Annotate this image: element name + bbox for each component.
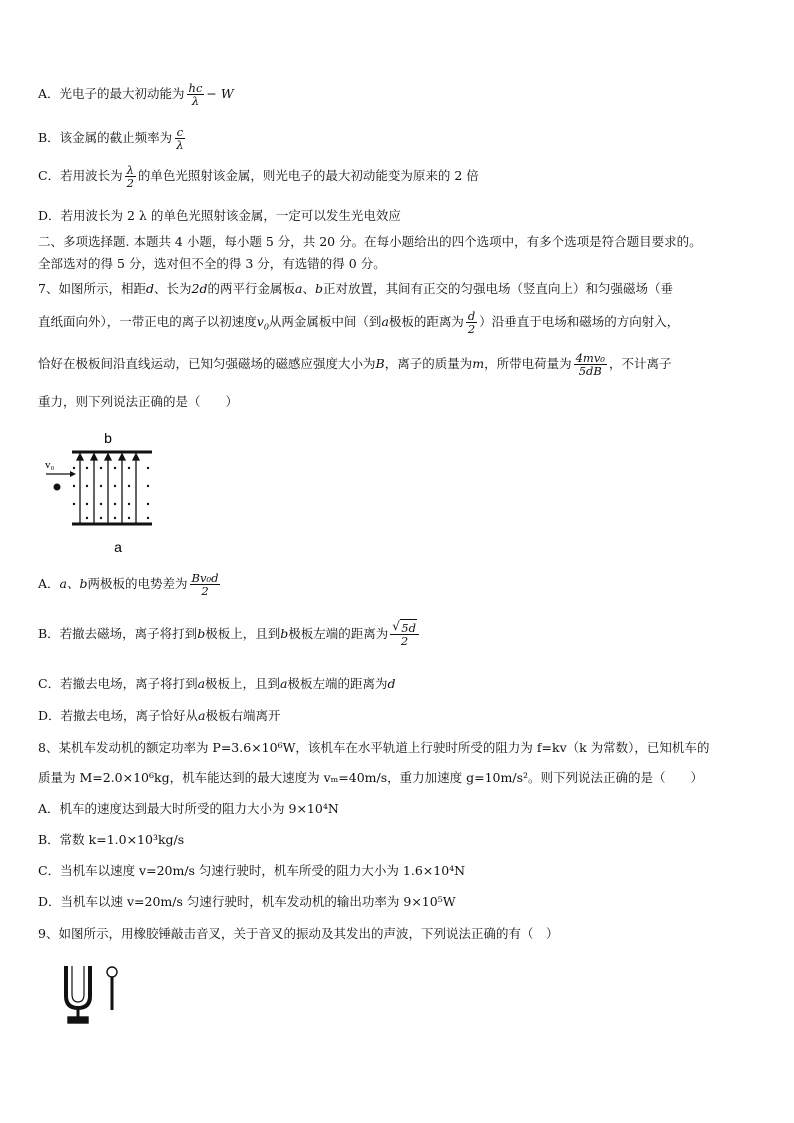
rubber-mallet-icon [107,967,117,1010]
q7-stem-line1: 7、如图所示，相距d、长为2d的两平行金属板a、b正对放置，其间有正交的匀强电场（竖直向上）和匀强磁场（垂 [38,281,673,296]
section-heading-line2: 全部选对的得 5 分，选对但不全的得 3 分，有选错的得 0 分。 [38,256,386,271]
fraction: √ 5d 2 [390,622,419,647]
magnetic-field-dots [73,467,149,519]
q8-stem-line2: 质量为 M=2.0×10⁶kg，机车能达到的最大速度为 vₘ=40m/s，重力加速度 g=10m/s²。则下列说法正确的是（ ） [38,770,703,785]
field-lines [77,454,139,524]
sqrt: √ 5d [392,619,416,635]
q8-option-a: A．机车的速度达到最大时所受的阻力大小为 9×10⁴N [38,801,339,816]
q7-option-c: C．若撤去电场，离子将打到a极板上，且到a极板左端的距离为d [38,676,396,691]
parallel-plates-figure [40,428,170,558]
q6-option-b: B．该金属的截止频率为 $\frac{c}{\lambda}$ [38,125,184,153]
fraction: $\frac{d}{2}$ [467,309,476,337]
q7-stem-line2: 直纸面向外），一带正电的离子以初速度$v_0$从两金属板中间（到a极板的距离为 $\frac{d}{2}$ ）沿垂直于电场和磁场的方向射入， [38,309,680,337]
section-heading-line1: 二、多项选择题. 本题共 4 小题，每小题 5 分，共 20 分。在每小题给出的四个选项中，有多个选项是符合题目要求的。 [38,234,702,249]
tuning-fork-figure [60,962,130,1028]
plate-b-label: b [104,430,112,446]
velocity-label: v₀ [45,459,55,471]
q6-option-a: A．光电子的最大初动能为 $\frac{hc}{\lambda}$ − W [38,81,234,109]
q8-option-d: D．当机车以速 v=20m/s 匀速行驶时，机车发动机的输出功率为 9×10⁵W [38,894,456,909]
fraction: $\frac{\lambda}{2}$ [126,163,134,191]
q7-stem-line3: 恰好在极板间沿直线运动，已知匀强磁场的磁感应强度大小为B，离子的质量为m，所带电荷量为 $\frac{\text{4mv₀}}{5dB}$ ，不计离子 [38,351,672,379]
tuning-fork-icon [66,966,90,1023]
q8-option-c: C．当机车以速度 v=20m/s 匀速行驶时，机车所受的阻力大小为 1.6×10⁴N [38,863,466,878]
q6-option-d: D．若用波长为 2 λ 的单色光照射该金属，一定可以发生光电效应 [38,208,401,223]
q7-option-a: A．a、b两极板的电势差为 $\frac{\text{Bv₀d}}{2}$ [38,571,219,599]
fraction: $\frac{\text{4mv₀}}{5dB}$ [575,351,605,379]
q9-stem-line1: 9、如图所示，用橡胶锤敲击音叉，关于音叉的振动及其发出的声波，下列说法正确的有（ ） [38,926,559,941]
q8-stem-line1: 8、某机车发动机的额定功率为 P=3.6×10⁶W，该机车在水平轨道上行驶时所受的阻力为 f=kv（k 为常数），已知机车的 [38,740,710,755]
velocity-arrowhead [70,471,76,477]
fraction: $\frac{hc}{\lambda}$ [188,81,203,109]
q8-option-b: B．常数 k=1.0×10³kg/s [38,832,185,847]
ion-particle [54,484,61,491]
plate-a-label: a [114,539,122,555]
q7-stem-line4: 重力，则下列说法正确的是（ ） [38,394,239,409]
q6-option-c: C．若用波长为 $\frac{\lambda}{2}$ 的单色光照射该金属，则光电子的最大初动能变为原来的 2 倍 [38,163,479,191]
q7-option-d: D．若撤去电场，离子恰好从a极板右端离开 [38,708,281,723]
q7-option-b: B．若撤去磁场，离子将打到b极板上，且到b极板左端的距离为 √ 5d 2 [38,622,421,647]
fraction: $\frac{c}{\lambda}$ [176,125,184,153]
fraction: $\frac{\text{Bv₀d}}{2}$ [191,571,219,599]
